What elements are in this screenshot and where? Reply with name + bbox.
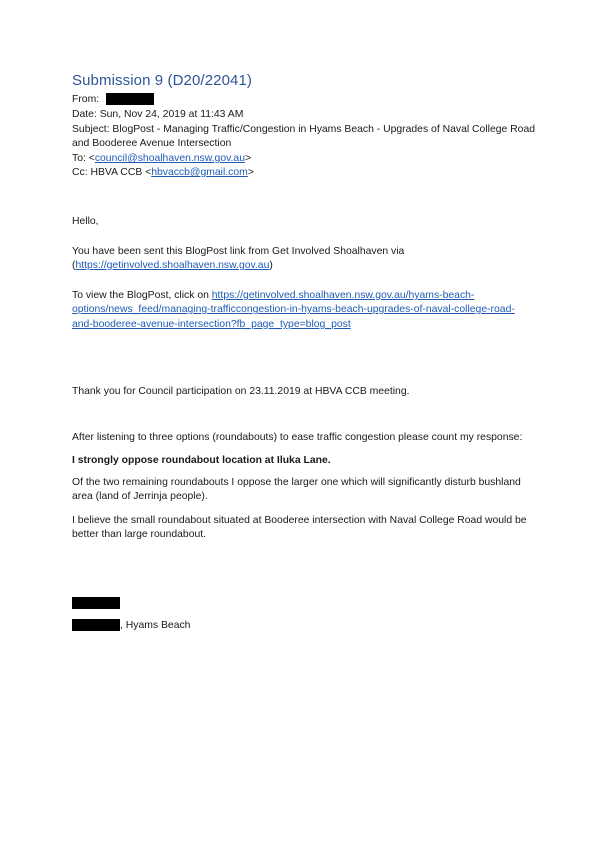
- redacted-sender: [106, 93, 154, 105]
- cc-close: >: [247, 167, 254, 178]
- date-line: Date: Sun, Nov 24, 2019 at 11:43 AM: [72, 109, 244, 120]
- believe-line-2: better than large roundabout.: [72, 529, 207, 540]
- signature-address-line: [72, 619, 190, 634]
- cc-label: Cc: HBVA CCB <: [72, 167, 152, 178]
- sent-open-paren: (: [72, 260, 76, 271]
- sent-line-1: You have been sent this BlogPost link from Get Involved Shoalhaven via: [72, 246, 405, 257]
- subject-line-1: Subject: BlogPost - Managing Traffic/Congestion in Hyams Beach - Upgrades of Naval College Road: [72, 124, 536, 135]
- blogpost-link-part-3[interactable]: and-booderee-avenue-intersection?fb_page_type=blog_post: [72, 319, 351, 330]
- sent-close-paren: ): [269, 260, 273, 271]
- thanks-paragraph: Thank you for Council participation on 23.11.2019 at HBVA CCB meeting.: [72, 386, 410, 397]
- view-label: To view the BlogPost, click on: [72, 290, 212, 301]
- redacted-signature-name: [72, 597, 120, 609]
- sent-line-2: [72, 259, 273, 274]
- signature-location: , Hyams Beach: [120, 620, 191, 631]
- believe-line-1: I believe the small roundabout situated at Booderee intersection with Naval College Road would be: [72, 515, 527, 526]
- cc-email-link[interactable]: hbvaccb@gmail.com: [151, 167, 248, 178]
- view-line-3: [72, 318, 351, 333]
- subject-line-2: and Booderee Avenue Intersection: [72, 138, 232, 149]
- listening-paragraph: After listening to three options (roundabouts) to ease traffic congestion please count my response:: [72, 432, 523, 443]
- two-remaining-line-2: area (land of Jerrinja people).: [72, 491, 208, 502]
- to-line: [72, 152, 251, 167]
- redacted-signature-street: [72, 619, 120, 631]
- view-line-2: [72, 303, 515, 318]
- greeting: Hello,: [72, 216, 99, 227]
- from-line: [72, 93, 154, 108]
- blogpost-link-part-1[interactable]: https://getinvolved.shoalhaven.nsw.gov.au/hyams-beach-: [211, 290, 475, 301]
- blogpost-link-part-2[interactable]: options/news_feed/managing-trafficcongestion-in-hyams-beach-upgrades-of-naval-college-road-: [72, 304, 515, 315]
- from-label: From:: [72, 94, 100, 105]
- to-email-link[interactable]: council@shoalhaven.nsw.gov.au: [94, 153, 245, 164]
- to-label: To: <: [72, 153, 95, 164]
- get-involved-link[interactable]: https://getinvolved.shoalhaven.nsw.gov.au: [75, 260, 270, 271]
- view-line-1: [72, 289, 474, 304]
- two-remaining-line-1: Of the two remaining roundabouts I oppose the larger one which will significantly disturb bushland: [72, 477, 521, 488]
- to-close: >: [244, 153, 252, 164]
- cc-line: [72, 166, 254, 181]
- submission-title: Submission 9 (D20/22041): [72, 72, 252, 89]
- oppose-statement: I strongly oppose roundabout location at Iluka Lane.: [72, 455, 331, 466]
